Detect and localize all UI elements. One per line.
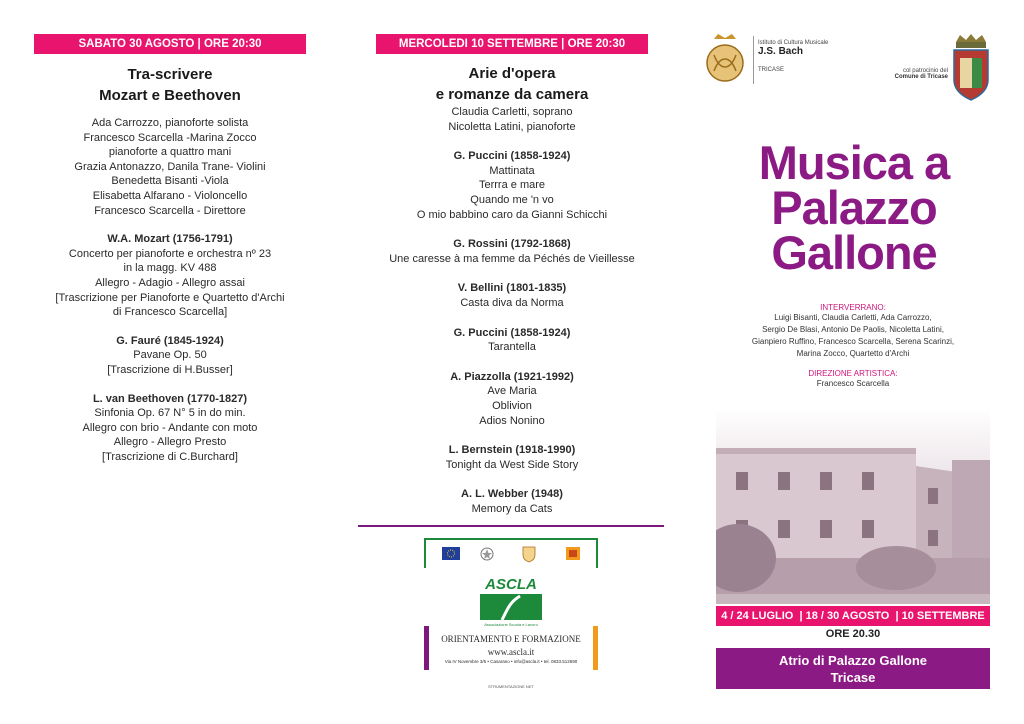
concert-title-line1: Arie d'opera (468, 65, 556, 82)
sponsor-orient: ORIENTAMENTO E FORMAZIONE (441, 634, 581, 644)
program-piece (360, 281, 664, 310)
composer: A. L. Webber (1948) (461, 488, 563, 501)
piece-line: Une caresse à ma femme da Péchés de Vieillesse (389, 252, 635, 265)
province-crest-icon (566, 547, 580, 560)
artists-line: Sergio De Blasi, Antonio De Paolis, Nicoletta Latini, (762, 325, 944, 334)
performer: Elisabetta Alfarano - Violoncello (92, 189, 248, 202)
program-piece (360, 149, 664, 222)
performer: Claudia Carletti, soprano (451, 106, 573, 118)
performer: Francesco Scarcella - Direttore (94, 204, 246, 217)
venue-line1: Atrio di Palazzo Gallone (778, 653, 928, 668)
piece-line: Concerto per pianoforte e orchestra nº 23 (68, 247, 272, 260)
sponsor-ascla (424, 538, 598, 670)
program-piece (360, 487, 664, 516)
date-banner: SABATO 30 AGOSTO | ORE 20:30 (34, 34, 306, 54)
footer-mark: STRUMENTAZIONE NET (488, 684, 534, 689)
performer: Ada Carrozzo, pianoforte solista (91, 117, 249, 129)
performer: pianoforte a quattro mani (108, 146, 232, 159)
bach-divider (753, 36, 754, 84)
performers-list (360, 105, 664, 134)
program-piece (360, 237, 664, 266)
composer: V. Bellini (1801-1835) (457, 282, 567, 295)
italy-emblem-icon (480, 546, 494, 562)
composer: L. van Beethoven (1770-1827) (92, 392, 248, 405)
time-label: ORE 20.30 (825, 628, 881, 640)
piece-line: Terrra e mare (478, 179, 546, 192)
concert-title (30, 64, 310, 106)
institute-city: TRICASE (758, 67, 785, 73)
piece-line: Quando me 'n vo (470, 193, 554, 206)
artists-list (716, 312, 990, 360)
piece-line: Adios Nonino (479, 414, 545, 427)
piece-line: Ave Maria (487, 385, 537, 398)
direzione-name: Francesco Scarcella (816, 379, 890, 388)
venue-line2: Tricase (830, 670, 876, 685)
eu-flag-icon (442, 547, 460, 560)
piece-line: in la magg. KV 488 (123, 262, 217, 275)
festival-title (718, 136, 990, 279)
artists-line: Marina Zocco, Quartetto d'Archi (796, 349, 910, 358)
composer: W.A. Mozart (1756-1791) (107, 233, 233, 246)
concert-title (360, 63, 664, 105)
institute-block (758, 40, 858, 73)
dates-banner: 4 / 24 LUGLIO | 18 / 30 AGOSTO | 10 SETTEMBRE (716, 606, 990, 626)
program-piece (30, 334, 310, 378)
piece-line: di Francesco Scarcella] (112, 306, 228, 319)
performers-list (30, 116, 310, 218)
sponsor-web: www.ascla.it (487, 647, 535, 657)
piece-line: Allegro - Adagio - Allegro assai (95, 276, 245, 289)
piece-line: Sinfonia Op. 67 N° 5 in do min. (94, 407, 246, 420)
palazzo-photo (716, 408, 990, 604)
program-piece (360, 370, 664, 428)
institute-line1: Istituto di Cultura Musicale (758, 40, 829, 46)
program-piece (30, 392, 310, 465)
institute-name: J.S. Bach (758, 46, 804, 57)
section-divider (358, 525, 664, 527)
piece-line: Casta diva da Norma (460, 296, 564, 309)
concert-title-line2: e romanze da camera (435, 86, 589, 103)
direzione-label: DIREZIONE ARTISTICA: (808, 369, 898, 378)
tricase-crest-icon (950, 32, 992, 104)
festival-title-line2: Palazzo (771, 181, 937, 234)
performer: Benedetta Bisanti -Viola (111, 175, 229, 188)
performer: Grazia Antonazzo, Danila Trane- Violini (74, 160, 266, 173)
composer: L. Bernstein (1918-1990) (448, 444, 576, 457)
composer: A. Piazzolla (1921-1992) (450, 370, 574, 383)
venue-banner (716, 648, 990, 689)
piece-line: [Trascrizione di C.Burchard] (102, 450, 238, 463)
patronage-line1: col patrocinio del (902, 68, 948, 74)
festival-title-line3: Gallone (771, 226, 937, 279)
concert-panel-mozart (30, 0, 310, 464)
piece-line: [Trascrizione di H.Busser] (107, 363, 233, 376)
piece-line: Pavane Op. 50 (133, 349, 207, 362)
program-piece (30, 232, 310, 320)
artists-block (716, 303, 990, 390)
piece-line: Allegro - Allegro Presto (113, 436, 227, 449)
piece-line: Memory da Cats (471, 502, 553, 515)
sponsor-address: Via IV Novembre 3/5 • Casarano • info@ascla.it • tel. 0833.512690 (444, 659, 578, 664)
bach-crest-icon (700, 33, 750, 85)
ascla-name: ASCLA (485, 576, 537, 593)
program-piece (360, 326, 664, 355)
patronage-line2: Comune di Tricase (894, 74, 948, 80)
piece-line: Tonight da West Side Story (445, 458, 579, 471)
artists-line: Luigi Bisanti, Claudia Carletti, Ada Carrozzo, (774, 313, 932, 322)
program-piece (360, 443, 664, 472)
performer: Francesco Scarcella -Marina Zocco (83, 131, 257, 144)
piece-line: Mattinata (489, 164, 535, 177)
composer: G. Rossini (1792-1868) (453, 238, 571, 251)
date-banner: MERCOLEDI 10 SETTEMBRE | ORE 20:30 (376, 34, 648, 54)
piece-line: Allegro con brio - Andante con moto (82, 421, 258, 434)
ascla-tagline: Associazione Scuola e Lavoro (484, 622, 538, 627)
piece-line: Tarantella (488, 341, 536, 354)
composer: G. Puccini (1858-1924) (453, 326, 571, 339)
composer: G. Puccini (1858-1924) (453, 150, 571, 163)
concert-title-line2: Mozart e Beethoven (99, 87, 241, 104)
interverrano-label: INTERVERRANO: (820, 303, 886, 312)
piece-line: Oblivion (492, 399, 532, 412)
region-crest-icon (522, 545, 536, 563)
artists-line: Gianpiero Ruffino, Francesco Scarcella, Serena Scarinzi, (751, 337, 955, 346)
concert-title-line1: Tra-scrivere (127, 66, 213, 83)
concert-panel-opera (360, 0, 664, 516)
composer: G. Fauré (1845-1924) (116, 334, 224, 347)
festival-title-line1: Musica a (758, 136, 950, 189)
piece-line: [Trascrizione per Pianoforte e Quartetto d'Archi (55, 291, 285, 304)
piece-line: O mio babbino caro da Gianni Schicchi (416, 208, 608, 221)
patronage-block (870, 68, 948, 80)
performer: Nicoletta Latini, pianoforte (448, 120, 576, 133)
